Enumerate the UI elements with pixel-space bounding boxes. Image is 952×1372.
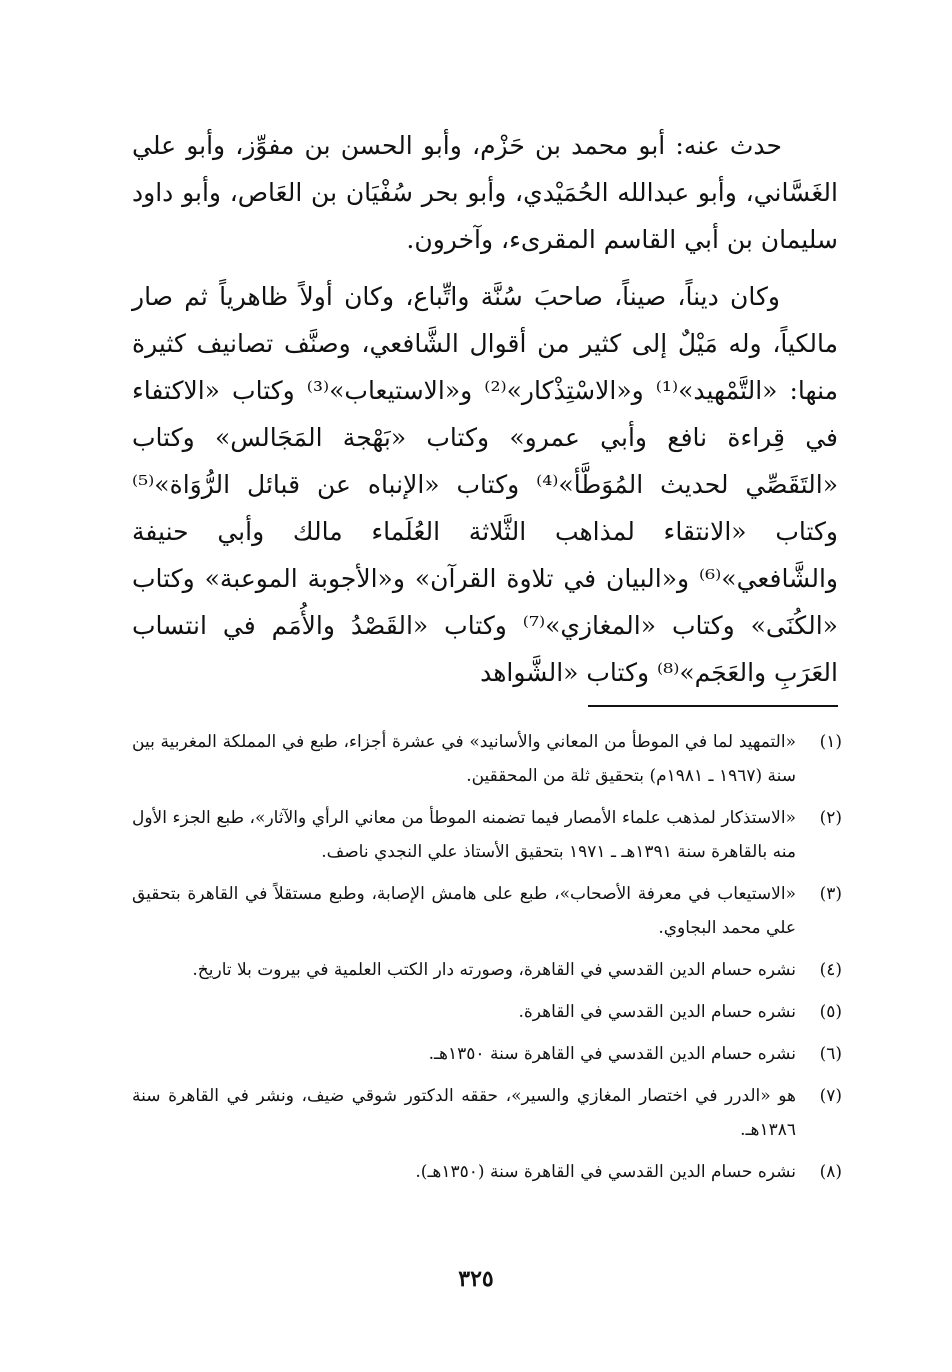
footnote-7 [132,1079,842,1147]
footnote-text: هو «الدرر في اختصار المغازي والسير»، حققه الدكتور شوقي ضيف، ونشر في القاهرة سنة ١٣٨٦هـ. [132,1086,796,1140]
footnote-2 [132,801,842,869]
footnote-number: (٣) [819,884,842,904]
footnote-number: (٤) [819,960,842,980]
footnote-text: «الاستيعاب في معرفة الأصحاب»، طبع على هامش الإصابة، وطبع مستقلاً في القاهرة بتحقيق علي محمد البجاوي. [132,884,796,938]
footnotes-section [132,725,842,1197]
footnote-text: نشره حسام الدين القدسي في القاهرة، وصورته دار الكتب العلمية في بيروت بلا تاريخ. [192,960,796,980]
footnote-text: نشره حسام الدين القدسي في القاهرة سنة (١٣٥٠هـ). [415,1162,796,1182]
page-number: ٣٢٥ [458,1266,494,1292]
footnote-divider [588,705,838,707]
footnote-1 [132,725,842,793]
footnote-text: نشره حسام الدين القدسي في القاهرة. [518,1002,796,1022]
paragraph-1: حدث عنه: أبو محمد بن حَزْم، وأبو الحسن بن مفوِّز، وأبو علي الغَسَّاني، وأبو عبدالله الحُمَيْدي، وأبو بحر سُفْيَان بن العَاص، وأبو داود سليمان بن أبي القاسم المقرىء، وآخرون. [132,131,838,254]
paragraph-2: وكان ديناً، صيناً، صاحبَ سُنَّة واتِّباع، وكان أولاً ظاهرياً ثم صار مالكياً، وله مَيْلٌ إلى كثير من أقوال الشَّافعي، وصنَّف تصانيف كثيرة منها: «التَّمْهيد»⁽¹⁾ و«الاسْتِذْكار»⁽²⁾ و«الاستيعاب»⁽³⁾ وكتاب «الاكتفاء في قِراءة نافع وأبي عمرو» وكتاب «بَهْجة المَجَالس» وكتاب «التَقَصِّي لحديث المُوَطَّأ»⁽⁴⁾ وكتاب «الإنباه عن قبائل الرُّوَاة»⁽⁵⁾ وكتاب «الانتقاء لمذاهب الثَّلاثة العُلَماء مالك وأبي حنيفة والشَّافعي»⁽⁶⁾ و«البيان في تلاوة القرآن» و«الأجوبة الموعبة» وكتاب «الكُنَى» وكتاب «المغازي»⁽⁷⁾ وكتاب «القَصْدُ والأُمَم في انتساب العَرَبِ والعَجَم»⁽⁸⁾ وكتاب «الشَّواهد [132,282,839,687]
footnote-5 [132,995,842,1029]
footnote-3 [132,877,842,945]
footnote-number: (١) [819,732,842,752]
footnote-number: (٧) [819,1086,842,1106]
footnote-number: (٢) [819,808,842,828]
footnote-text: «التمهيد لما في الموطأ من المعاني والأسانيد» في عشرة أجزاء، طبع في المملكة المغربية بين سنة (١٩٦٧ ـ ١٩٨١م) بتحقيق ثلة من المحققين. [132,732,796,786]
footnote-number: (٨) [819,1162,842,1182]
main-text-body [132,122,838,696]
footnote-text: «الاستذكار لمذهب علماء الأمصار فيما تضمنه الموطأ من معاني الرأي والآثار»، طبع الجزء الأول منه بالقاهرة سنة ١٣٩١هـ ـ ١٩٧١ بتحقيق الأستاذ علي النجدي ناصف. [132,808,796,862]
footnote-number: (٥) [819,1002,842,1022]
footnote-number: (٦) [819,1044,842,1064]
footnote-text: نشره حسام الدين القدسي في القاهرة سنة ١٣٥٠هـ. [428,1044,796,1064]
footnote-4 [132,953,842,987]
footnote-6 [132,1037,842,1071]
footnote-8 [132,1155,842,1189]
